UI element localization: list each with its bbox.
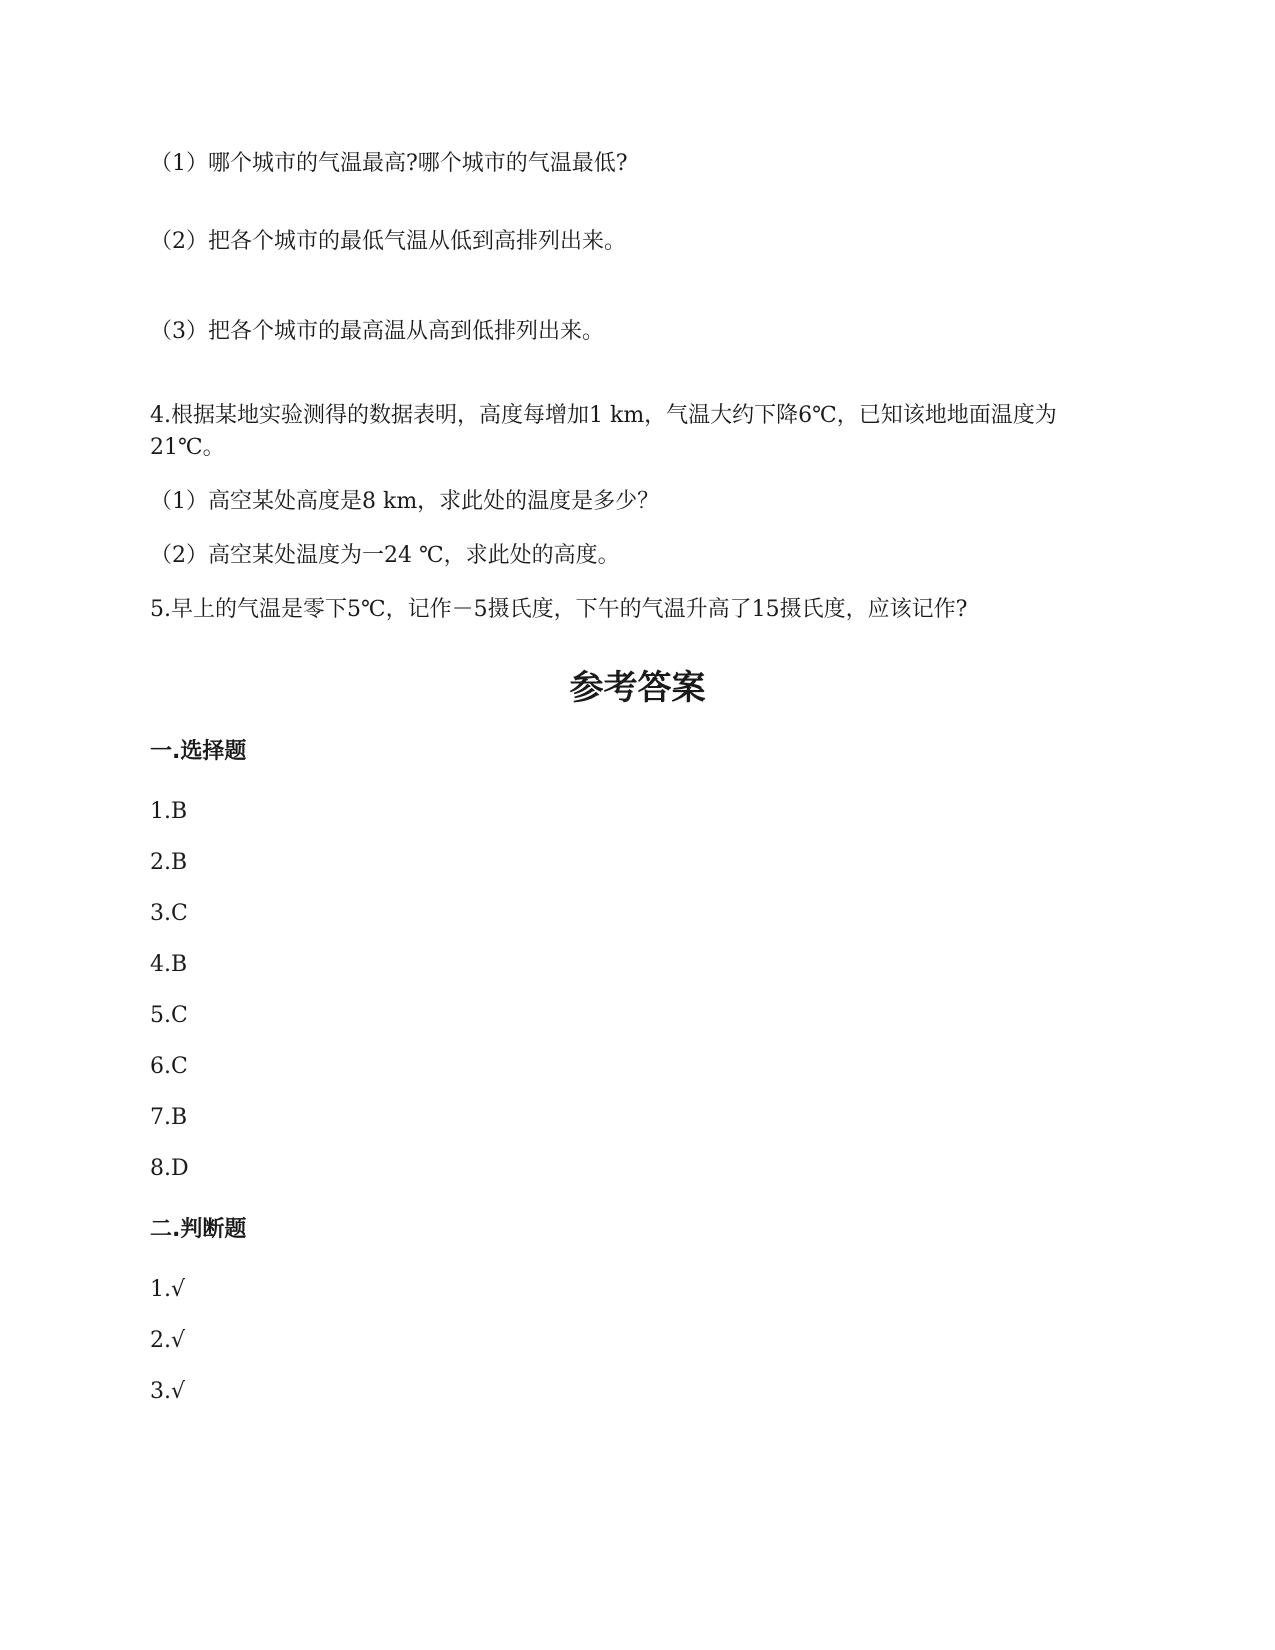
choice-answer-6: 6.C xyxy=(150,1054,188,1079)
question-3-part-3: （3）把各个城市的最高温从高到低排列出来。 xyxy=(150,319,604,344)
question-4-part-2: （2）高空某处温度为一24 ℃，求此处的高度。 xyxy=(150,543,620,568)
question-3-part-1: （1）哪个城市的气温最高?哪个城市的气温最低? xyxy=(150,151,628,176)
choice-answer-1: 1.B xyxy=(150,799,188,824)
question-3-part-2: （2）把各个城市的最低气温从低到高排列出来。 xyxy=(150,229,626,254)
section-true-false: 二.判断题 xyxy=(150,1217,247,1242)
choice-answer-8: 8.D xyxy=(150,1156,189,1181)
choice-answer-7: 7.B xyxy=(150,1105,188,1130)
choice-answer-4: 4.B xyxy=(150,952,188,977)
answer-key-title: 参考答案 xyxy=(569,668,706,708)
question-4: 4.根据某地实验测得的数据表明，高度每增加1 km，气温大约下降6℃，已知该地地面温度为21℃。 xyxy=(150,403,1057,460)
judge-answer-3: 3.√ xyxy=(150,1379,186,1404)
section-multiple-choice: 一.选择题 xyxy=(150,739,247,764)
question-4-part-1: （1）高空某处高度是8 km，求此处的温度是多少？ xyxy=(150,489,660,514)
choice-answer-5: 5.C xyxy=(150,1003,188,1028)
choice-answer-2: 2.B xyxy=(150,850,188,875)
judge-answer-2: 2.√ xyxy=(150,1328,186,1353)
judge-answer-1: 1.√ xyxy=(150,1277,186,1302)
question-5: 5.早上的气温是零下5℃，记作－5摄氏度，下午的气温升高了15摄氏度，应该记作? xyxy=(150,597,968,622)
choice-answer-3: 3.C xyxy=(150,901,188,926)
